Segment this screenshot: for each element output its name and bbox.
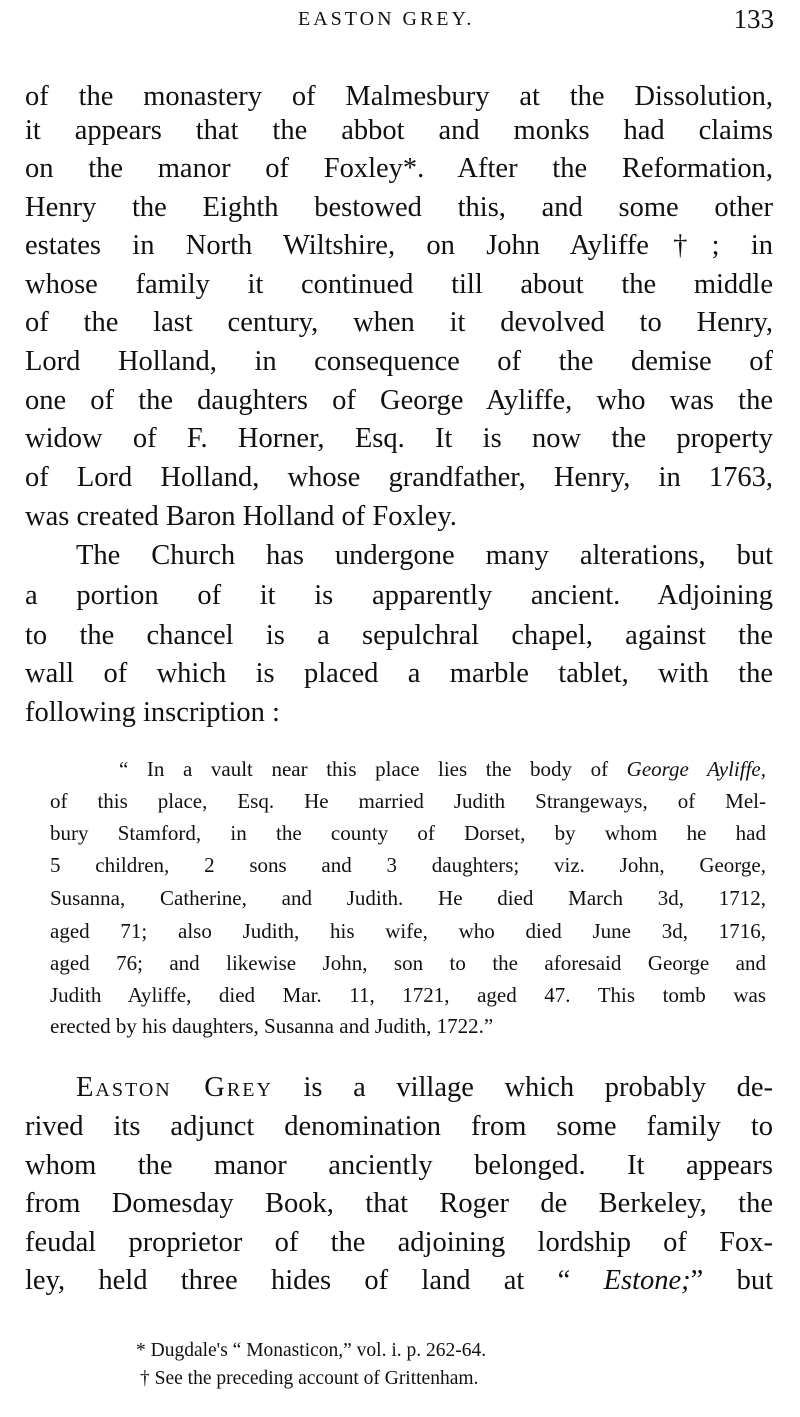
text-line	[25, 1264, 773, 1298]
quote-italic-name: George Ayliffe,	[626, 757, 766, 781]
text: ” but	[690, 1265, 773, 1296]
quote-line	[119, 756, 766, 782]
text-line: Henry the Eighth bestowed this, and some other	[25, 192, 773, 223]
text: is a village which probably de-	[272, 1072, 773, 1103]
quote-line: Judith Ayliffe, died Mar. 11, 1721, aged 47. This tomb was	[50, 983, 766, 1007]
text-line: feudal proprietor of the adjoining lordship of Fox-	[25, 1227, 773, 1258]
text: ley, held three hides of land at “	[25, 1265, 604, 1296]
text-line: estates in North Wiltshire, on John Ayliffe†; in	[25, 230, 773, 261]
text-line: of the last century, when it devolved to Henry,	[25, 307, 773, 338]
quote-line: bury Stamford, in the county of Dorset, by whom he had	[50, 821, 766, 845]
footnote: † See the preceding account of Grittenham.	[140, 1368, 479, 1389]
text-line: was created Baron Holland of Foxley.	[25, 501, 457, 532]
text-line: following inscription :	[25, 697, 280, 728]
quote-line: of this place, Esq. He married Judith Strangeways, of Mel-	[50, 789, 766, 813]
italic-word: Estone;	[603, 1265, 691, 1296]
quote-line: erected by his daughters, Susanna and Judith, 1722.”	[50, 1014, 494, 1038]
text-line: The Church has undergone many alterations, but	[76, 540, 773, 571]
text-line: rived its adjunct denomination from some family to	[25, 1111, 773, 1142]
text-line	[76, 1071, 773, 1105]
quote-line: aged 71; also Judith, his wife, who died June 3d, 1716,	[50, 919, 766, 943]
text-line: on the manor of Foxley*. After the Reformation,	[25, 153, 773, 184]
text-line: of Lord Holland, whose grandfather, Henry, in 1763,	[25, 462, 773, 493]
text-line: a portion of it is apparently ancient. Adjoining	[25, 580, 773, 611]
footnote: * Dugdale's “ Monasticon,” vol. i. p. 262-64.	[136, 1340, 487, 1361]
quote-line: 5 children, 2 sons and 3 daughters; viz. John, George,	[50, 853, 766, 877]
text-line: wall of which is placed a marble tablet, with the	[25, 658, 773, 689]
text-line: it appears that the abbot and monks had claims	[25, 115, 773, 146]
quote-text: “ In a vault near this place lies the body of	[119, 757, 627, 781]
text-line: whose family it continued till about the middle	[25, 269, 773, 300]
text-line: from Domesday Book, that Roger de Berkeley, the	[25, 1188, 773, 1219]
quote-line: aged 76; and likewise John, son to the aforesaid George and	[50, 951, 766, 975]
smallcaps-title: Easton Grey	[76, 1072, 273, 1103]
text-line: to the chancel is a sepulchral chapel, against the	[25, 620, 773, 651]
text-line: of the monastery of Malmesbury at the Dissolution,	[25, 81, 773, 112]
text-line: one of the daughters of George Ayliffe, who was the	[25, 385, 773, 416]
text-line: Lord Holland, in consequence of the demise of	[25, 346, 773, 377]
text-line: widow of F. Horner, Esq. It is now the property	[25, 423, 773, 454]
page-number: 133	[733, 4, 774, 34]
quote-line: Susanna, Catherine, and Judith. He died March 3d, 1712,	[50, 886, 766, 910]
text-line: whom the manor anciently belonged. It appears	[25, 1150, 773, 1181]
running-title: EASTON GREY.	[298, 8, 475, 30]
